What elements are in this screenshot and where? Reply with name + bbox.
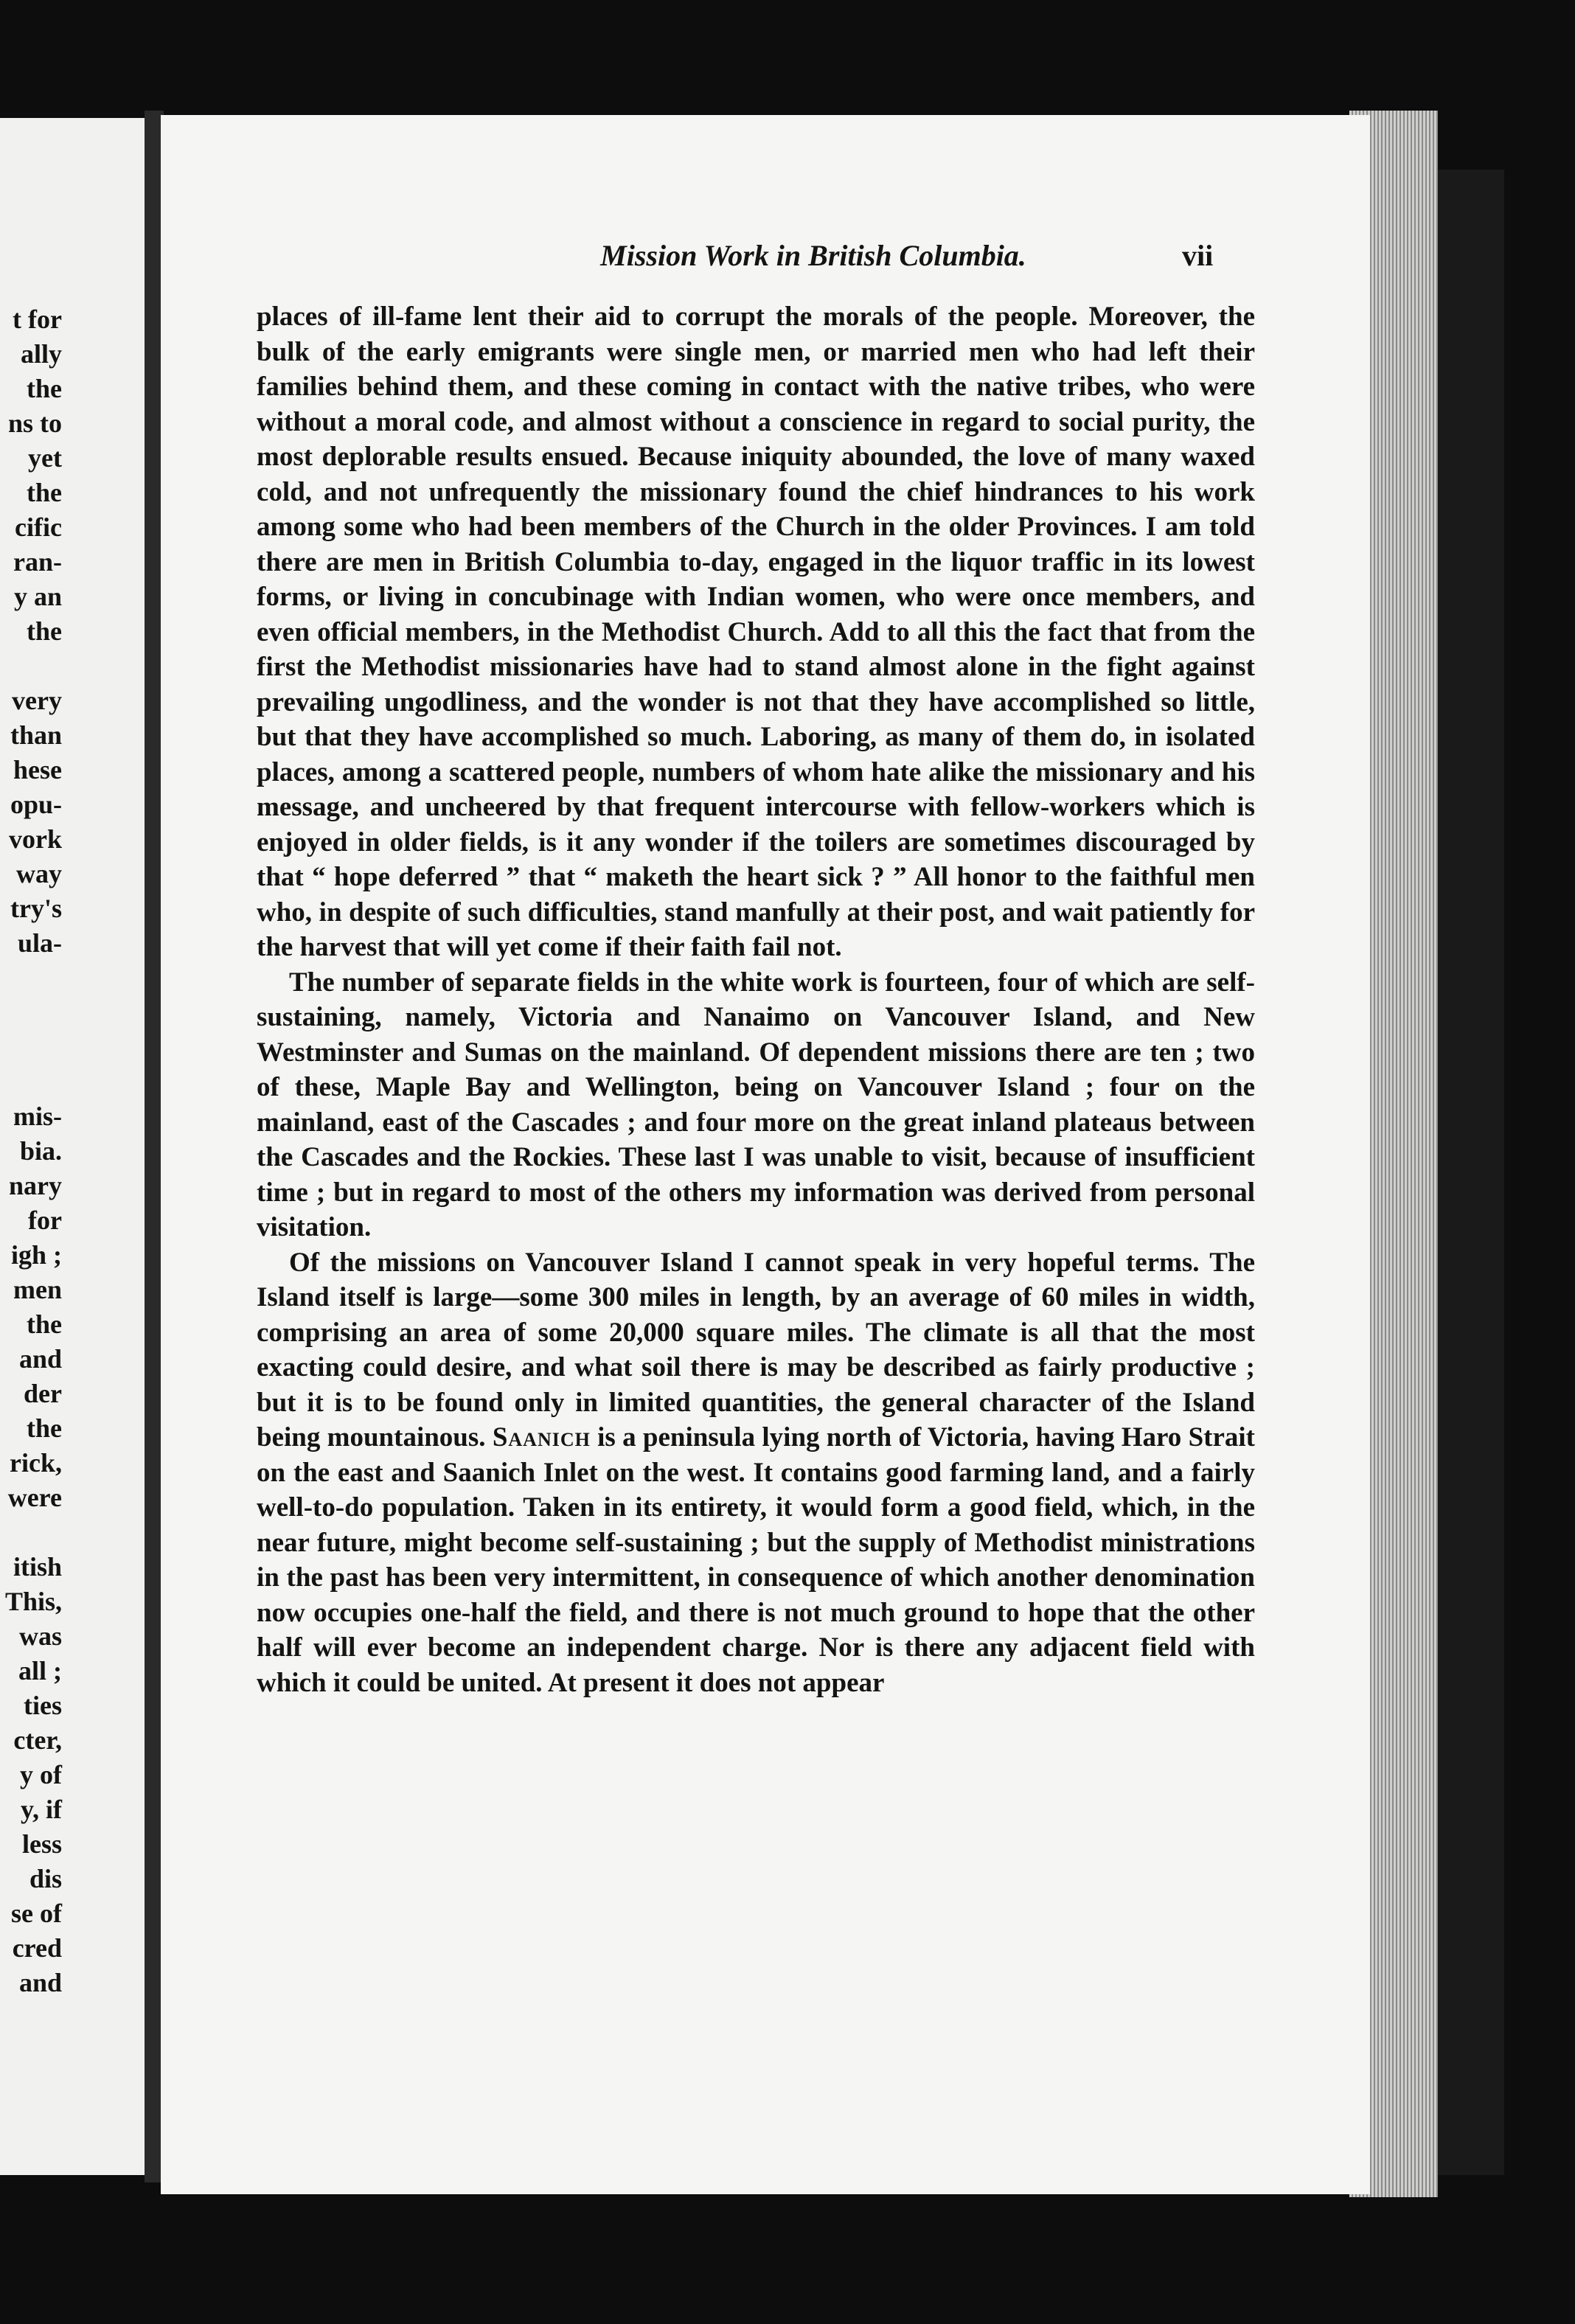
left-page-line: y of: [20, 1760, 62, 1789]
running-title: Mission Work in British Columbia.: [600, 239, 1026, 272]
page-number: vii: [1182, 239, 1214, 272]
left-page-line: men: [13, 1275, 62, 1304]
left-page-line: ula-: [17, 928, 62, 958]
paragraph-2: The number of separate fields in the white work is fourteen, four of which are self-sustaining, namely, Victoria and Nanaimo on Vancouver Island, and New Westminster and Sumas on the mainland. Of dependent missions there are ten ; two of these, Maple Bay and Wellington, being on Vancouver Island ; four on the mainland, east of the Cascades ; and four more on the great inland plateaus between the Cascades and the Rockies. These last I was unable to visit, because of insufficient time ; but in regard to most of the others my information was derived from personal visitation.: [257, 967, 1255, 1242]
left-page-line: [0, 995, 62, 1030]
left-page-line: t for: [13, 305, 62, 334]
left-page-line: than: [10, 720, 62, 750]
left-page-line: igh ;: [10, 1240, 62, 1270]
left-page-line: ally: [20, 339, 62, 369]
left-page-line: [0, 1515, 62, 1550]
right-page: [161, 115, 1370, 2194]
left-page-line: This,: [4, 1587, 62, 1616]
left-page-line: der: [24, 1379, 62, 1408]
left-page-line: way: [16, 859, 62, 888]
left-page-line: very: [12, 686, 62, 715]
left-page-line: vork: [9, 824, 62, 854]
paragraph-1: places of ill-fame lent their aid to corrupt the morals of the people. Moreover, the bulk of the early emigrants were single men, or married men who had left their families behind them, and these coming in contact with the native tribes, who were without a moral code, and almost without a conscience in regard to social purity, the most deplorable results ensued. Because iniquity abounded, the love of many waxed cold, and not unfrequently the missionary found the chief hindrances to his work among some who had been members of the Church in the older Provinces. I am told there are men in British Columbia to-day, engaged in the liquor traffic in its lowest forms, or living in concubinage with Indian women, who were once members, and even official members, in the Methodist Church. Add to all this the fact that from the first the Methodist missionaries have had to stand almost alone in the fight against prevailing ungodliness, and the wonder is not that they have accomplished so little, but that they have accomplished so much. Laboring, as many of them do, in isolated places, among a scattered people, numbers of whom hate alike the missionary and his message, and uncheered by that frequent intercourse with fellow-workers which is enjoyed in older fields, is it any wonder if the toilers are sometimes discouraged by that “ hope deferred ” that “ maketh the heart sick ? ” All honor to the faithful men who, in despite of such difficulties, stand manfully at their post, and wait patiently for the harvest that will yet come if their faith fail not.: [257, 302, 1255, 962]
left-page-line: nary: [9, 1171, 62, 1200]
running-head: [161, 238, 1370, 282]
left-page-line: the: [27, 478, 62, 507]
left-page-line: [0, 1030, 62, 1065]
left-page-line: all ;: [18, 1656, 62, 1685]
left-page-line: ties: [24, 1691, 62, 1720]
book-cover-edge: [1438, 170, 1504, 2175]
left-page-line: was: [18, 1621, 62, 1651]
left-page-line: bia.: [19, 1136, 62, 1166]
left-page-line: the: [27, 1309, 62, 1339]
left-page-line: ran-: [13, 547, 62, 577]
left-page-line: the: [27, 616, 62, 646]
left-page-line: [0, 1065, 62, 1099]
left-page-line: hese: [13, 755, 62, 784]
left-page-line: for: [28, 1206, 62, 1235]
paragraph-3-end: is a peninsula lying north of Victoria, having Haro Strait on the east and Saanich Inlet on the west. It contains good farming land, and a fairly well-to-do population. Taken in its entirety, it would form a good field, which, in the near future, might become self-sustaining ; but the supply of Methodist ministrations in the past has been very intermittent, in consequence of which another denomination now occupies one-half the field, and there is not much ground to hope that the other half will ever become an independent charge. Nor is there any adjacent field with which it could be united. At present it does not appear: [257, 1422, 1256, 1698]
left-page-line: the: [27, 1413, 62, 1443]
left-page-line: try's: [10, 894, 62, 923]
left-page-line: mis-: [13, 1102, 62, 1131]
left-page-line: y, if: [20, 1795, 62, 1824]
left-page-line: and: [18, 1344, 62, 1374]
body-text: [257, 299, 1255, 1700]
left-page-line: [0, 649, 62, 683]
left-page-fragment: [0, 118, 147, 2175]
paragraph-3: [257, 1245, 1255, 1701]
left-page-line: cific: [15, 512, 62, 542]
left-page-line: cred: [12, 1933, 62, 1963]
place-name-saanich: Saanich: [492, 1422, 591, 1452]
left-page-line: the: [27, 374, 62, 403]
left-page-line: cter,: [13, 1725, 62, 1755]
left-page-line: y an: [13, 582, 62, 611]
left-page-line: dis: [29, 1864, 62, 1893]
left-page-line: ns to: [7, 408, 62, 438]
left-page-line: opu-: [10, 790, 62, 819]
left-page-line: se of: [11, 1899, 62, 1928]
left-page-line: were: [7, 1483, 62, 1512]
left-page-text: [0, 302, 62, 2000]
left-page-line: itish: [13, 1552, 62, 1582]
paragraph-3-start: Of the missions on Vancouver Island I cannot speak in very hopeful terms. The Island itself is large—some 300 miles in length, by an average of 60 miles in width, comprising an area of some 20,000 square miles. The climate is all that the most exacting could desire, and what soil there is may be described as fairly productive ; but it is to be found only in limited quantities, the general character of the Island being mountainous.: [257, 1247, 1255, 1452]
left-page-line: and: [18, 1968, 62, 1997]
left-page-line: [0, 961, 62, 995]
left-page-line: less: [22, 1829, 62, 1859]
left-page-line: yet: [28, 443, 62, 473]
left-page-line: rick,: [10, 1448, 62, 1478]
